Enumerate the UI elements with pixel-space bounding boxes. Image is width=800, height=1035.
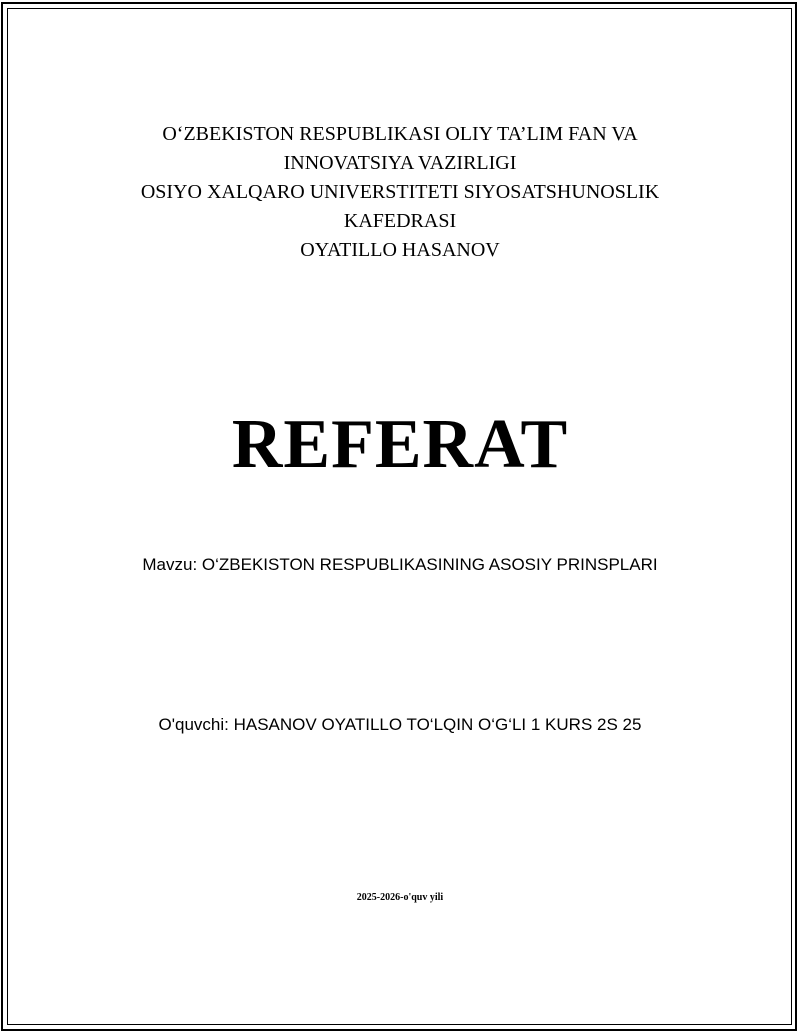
academic-year: 2025-2026-o'quv yili — [356, 892, 444, 903]
header-block — [0, 120, 800, 265]
topic-line: Mavzu: O‘ZBEKISTON RESPUBLIKASINING ASOSIY PRINSPLARI — [142, 555, 658, 574]
author-name: OYATILLO HASANOV — [300, 239, 500, 261]
ministry-line-2: INNOVATSIYA VAZIRLIGI — [283, 152, 517, 174]
ministry-line-1: O‘ZBEKISTON RESPUBLIKASI OLIY TA’LIM FAN VA — [162, 123, 638, 145]
university-line: OSIYO XALQARO UNIVERSTITETI SIYOSATSHUNOSLIK — [140, 181, 660, 203]
student-line: O'quvchi: HASANOV OYATILLO TO‘LQIN O‘G‘LI 1 KURS 2S 25 — [158, 715, 642, 734]
department-line: KAFEDRASI — [343, 210, 457, 232]
document-title: REFERAT — [231, 406, 569, 483]
